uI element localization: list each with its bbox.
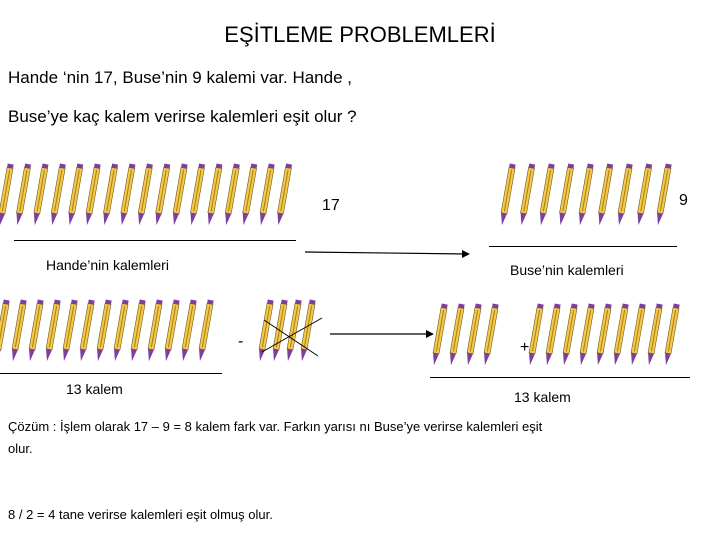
pencil (119, 164, 136, 226)
pencil (527, 304, 544, 366)
bottom-arrow-head (426, 330, 434, 338)
bottom-right-label: 13 kalem (514, 389, 571, 405)
pencil (578, 304, 595, 366)
pencil (431, 304, 448, 366)
pencil (612, 304, 629, 366)
hande-label: Hande’nin kalemleri (46, 257, 169, 273)
pencil (163, 300, 180, 362)
buse-count: 9 (679, 192, 688, 209)
pencil (635, 164, 652, 226)
pencil (171, 164, 188, 226)
pencil (655, 164, 672, 226)
plus-sign: + (520, 339, 530, 356)
pencil (596, 164, 613, 226)
solution-line-2: olur. (8, 441, 33, 456)
pencil (197, 300, 214, 362)
pencil (257, 300, 274, 362)
pencil (188, 164, 205, 226)
top-arrow (305, 252, 468, 254)
pencil (663, 304, 680, 366)
pencil (557, 164, 574, 226)
top-arrow-head (462, 250, 470, 258)
pencil (146, 300, 163, 362)
pencil (646, 304, 663, 366)
minus-sign: - (238, 333, 244, 350)
pencil (84, 164, 101, 226)
bottom-right-underline (430, 377, 690, 378)
pencil (482, 304, 499, 366)
pencil (61, 300, 78, 362)
pencil (49, 164, 66, 226)
page-title: EŞİTLEME PROBLEMLERİ (224, 22, 496, 47)
pencil (241, 164, 258, 226)
pencil (544, 304, 561, 366)
pencil (180, 300, 197, 362)
bottom-left-label: 13 kalem (66, 381, 123, 397)
solution-line-3: 8 / 2 = 4 tane verirse kalemleri eşit olmuş olur. (8, 507, 273, 522)
pencil (465, 304, 482, 366)
buse-label: Buse’nin kalemleri (510, 262, 624, 278)
pencil (538, 164, 555, 226)
pencil (629, 304, 646, 366)
pencil (595, 304, 612, 366)
question-line-1: Hande ‘nin 17, Buse’nin 9 kalemi var. Hande , (8, 68, 352, 87)
pencil (67, 164, 84, 226)
pencil (136, 164, 153, 226)
pencil (561, 304, 578, 366)
solution-line-1: Çözüm : İşlem olarak 17 – 9 = 8 kalem fark var. Farkın yarısı nı Buse’ye verirse kalemleri eşit (8, 419, 543, 434)
pencil (10, 300, 27, 362)
pencil (499, 164, 516, 226)
pencil (101, 164, 118, 226)
pencil (0, 164, 14, 226)
pencil (0, 300, 10, 362)
pencil (78, 300, 95, 362)
hande-count: 17 (322, 197, 340, 214)
pencil (616, 164, 633, 226)
hande-underline (14, 240, 296, 241)
pencil (448, 304, 465, 366)
pencil (14, 164, 31, 226)
pencil (154, 164, 171, 226)
pencil (577, 164, 594, 226)
bottom-left-underline (0, 373, 222, 374)
pencil (27, 300, 44, 362)
pencil (223, 164, 240, 226)
question-line-2: Buse’ye kaç kalem verirse kalemleri eşit olur ? (8, 107, 357, 126)
pencil (95, 300, 112, 362)
pencil (258, 164, 275, 226)
pencil (112, 300, 129, 362)
pencil (32, 164, 49, 226)
pencil (44, 300, 61, 362)
pencil (275, 164, 292, 226)
pencil (518, 164, 535, 226)
pencil (129, 300, 146, 362)
pencil (206, 164, 223, 226)
buse-underline (489, 246, 677, 247)
